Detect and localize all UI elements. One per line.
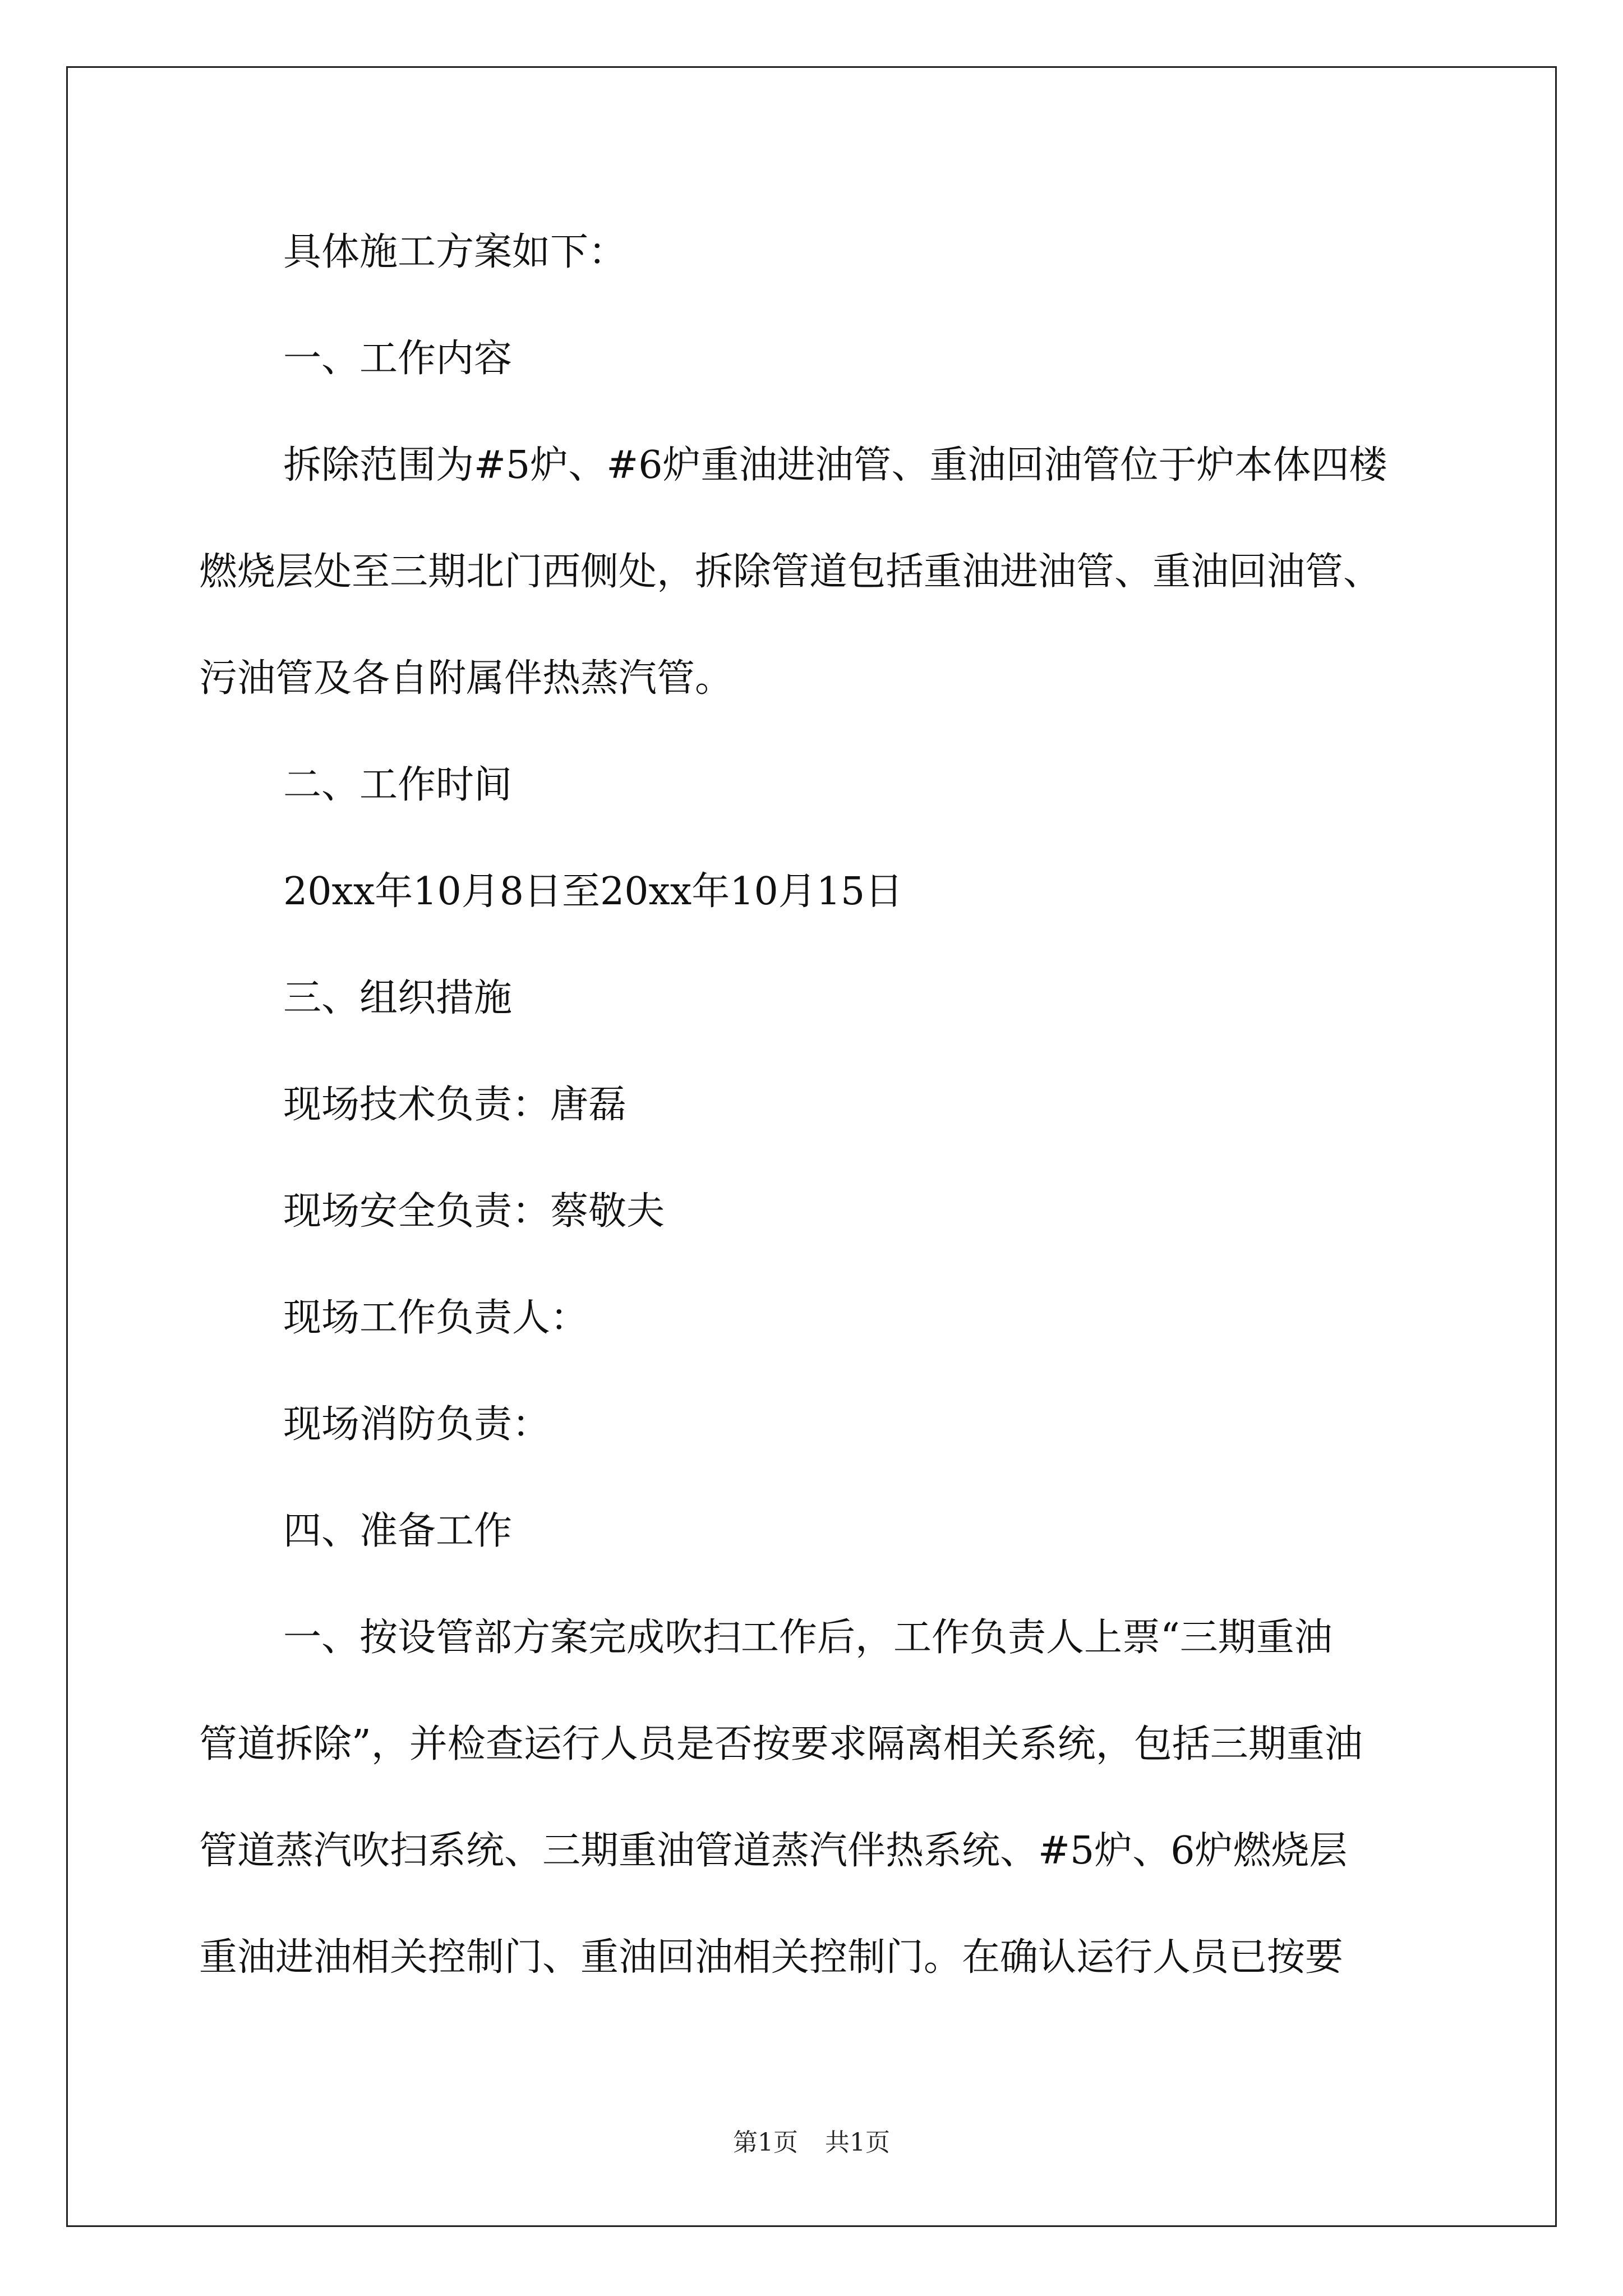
heading-work-content: 一、工作内容 bbox=[283, 337, 513, 381]
paragraph-intro: 具体施工方案如下： bbox=[283, 230, 627, 274]
page-number: 第1页 bbox=[733, 2128, 798, 2157]
heading-preparation: 四、准备工作 bbox=[283, 1509, 513, 1553]
page-border bbox=[66, 66, 1557, 2227]
paragraph-scope-line-3: 污油管及各自附属伴热蒸汽管。 bbox=[199, 656, 734, 701]
page-footer bbox=[0, 2126, 1623, 2160]
heading-work-time: 二、工作时间 bbox=[283, 763, 513, 807]
paragraph-safety-lead: 现场安全负责：蔡敬夫 bbox=[283, 1189, 665, 1234]
paragraph-prep-line-2: 管道拆除”，并检查运行人员是否按要求隔离相关系统，包括三期重油 bbox=[199, 1722, 1363, 1766]
page-total: 共1页 bbox=[825, 2128, 890, 2157]
paragraph-work-lead: 现场工作负责人： bbox=[283, 1296, 589, 1340]
paragraph-scope-line-1: 拆除范围为#5炉、#6炉重油进油管、重油回油管位于炉本体四楼 bbox=[283, 443, 1387, 487]
paragraph-prep-line-3: 管道蒸汽吹扫系统、三期重油管道蒸汽伴热系统、#5炉、6炉燃烧层 bbox=[199, 1829, 1348, 1873]
paragraph-prep-line-1: 一、按设管部方案完成吹扫工作后，工作负责人上票“三期重油 bbox=[283, 1616, 1332, 1660]
paragraph-fire-lead: 现场消防负责： bbox=[283, 1402, 551, 1447]
paragraph-tech-lead: 现场技术负责：唐磊 bbox=[283, 1083, 627, 1127]
paragraph-prep-line-4: 重油进油相关控制门、重油回油相关控制门。在确认运行人员已按要 bbox=[199, 1935, 1344, 1980]
paragraph-scope-line-2: 燃烧层处至三期北门西侧处，拆除管道包括重油进油管、重油回油管、 bbox=[199, 550, 1382, 594]
paragraph-date-range: 20xx年10月8日至20xx年10月15日 bbox=[283, 869, 903, 914]
heading-organization: 三、组织措施 bbox=[283, 976, 513, 1020]
